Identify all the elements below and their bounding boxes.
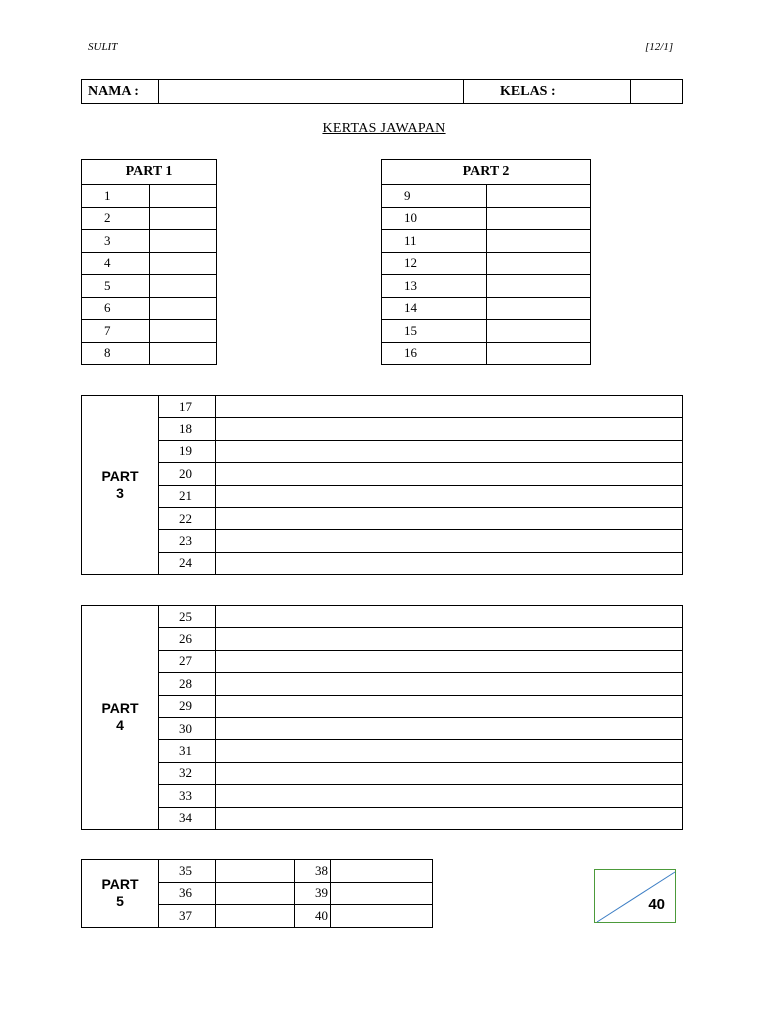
part5-label — [82, 860, 159, 928]
question-number: 11 — [382, 230, 487, 253]
answer-cell[interactable] — [216, 650, 683, 672]
table-row — [82, 695, 683, 717]
table-row — [82, 785, 683, 807]
answer-cell[interactable] — [216, 485, 683, 507]
question-number: 33 — [159, 785, 216, 807]
table-row — [82, 628, 683, 650]
answer-cell[interactable] — [149, 342, 217, 365]
answer-cell[interactable] — [486, 207, 591, 230]
question-number: 25 — [159, 606, 216, 628]
part1-table — [81, 159, 217, 365]
part4-label — [82, 606, 159, 830]
question-number: 15 — [382, 320, 487, 343]
answer-cell[interactable] — [216, 530, 683, 552]
answer-cell[interactable] — [331, 905, 433, 928]
table-row — [82, 762, 683, 784]
class-field[interactable] — [631, 80, 683, 104]
page-title: KERTAS JAWAPAN — [322, 121, 446, 136]
question-number: 35 — [159, 860, 216, 883]
question-number: 22 — [159, 507, 216, 529]
table-row — [382, 297, 591, 320]
table-row — [82, 418, 683, 440]
answer-cell[interactable] — [331, 860, 433, 883]
answer-cell[interactable] — [216, 418, 683, 440]
question-number: 10 — [382, 207, 487, 230]
header-left: SULIT — [88, 41, 118, 53]
part5-label-number: 5 — [116, 893, 124, 910]
answer-cell[interactable] — [149, 252, 217, 275]
table-row — [82, 673, 683, 695]
question-number: 30 — [159, 717, 216, 739]
part1-heading: PART 1 — [82, 160, 217, 185]
name-field[interactable] — [159, 80, 464, 104]
answer-cell[interactable] — [331, 882, 433, 905]
table-row — [382, 252, 591, 275]
question-number: 12 — [382, 252, 487, 275]
table-row — [82, 185, 217, 208]
table-row — [82, 463, 683, 485]
question-number: 32 — [159, 762, 216, 784]
table-row — [82, 320, 217, 343]
part2-heading: PART 2 — [382, 160, 591, 185]
question-number: 38 — [295, 860, 331, 883]
answer-cell[interactable] — [216, 785, 683, 807]
answer-cell[interactable] — [216, 673, 683, 695]
table-row — [82, 207, 217, 230]
table-row — [82, 740, 683, 762]
question-number: 19 — [159, 440, 216, 462]
answer-cell[interactable] — [149, 320, 217, 343]
answer-cell[interactable] — [216, 860, 295, 883]
table-row — [82, 807, 683, 829]
answer-cell[interactable] — [149, 207, 217, 230]
question-number: 6 — [82, 297, 150, 320]
table-row — [382, 185, 591, 208]
answer-cell[interactable] — [216, 905, 295, 928]
part4-label-word: PART — [101, 700, 139, 717]
question-number: 13 — [382, 275, 487, 298]
answer-cell[interactable] — [216, 717, 683, 739]
answer-cell[interactable] — [216, 882, 295, 905]
question-number: 24 — [159, 552, 216, 574]
answer-cell[interactable] — [149, 275, 217, 298]
part3-table — [81, 395, 683, 575]
answer-cell[interactable] — [216, 695, 683, 717]
table-row — [82, 485, 683, 507]
question-number: 2 — [82, 207, 150, 230]
answer-cell[interactable] — [216, 807, 683, 829]
answer-cell[interactable] — [216, 606, 683, 628]
table-row — [82, 606, 683, 628]
question-number: 34 — [159, 807, 216, 829]
name-class-row — [81, 79, 683, 104]
question-number: 7 — [82, 320, 150, 343]
table-row — [82, 860, 433, 883]
question-number: 40 — [295, 905, 331, 928]
question-number: 39 — [295, 882, 331, 905]
score-total: 40 — [648, 896, 665, 913]
answer-cell[interactable] — [486, 230, 591, 253]
table-row — [82, 530, 683, 552]
answer-cell[interactable] — [216, 396, 683, 418]
part5-label-word: PART — [101, 876, 139, 893]
class-label: KELAS : — [464, 80, 631, 104]
table-row — [82, 342, 217, 365]
header-right: [12/1] — [645, 41, 674, 53]
answer-cell[interactable] — [216, 440, 683, 462]
answer-cell[interactable] — [149, 297, 217, 320]
table-row — [82, 507, 683, 529]
answer-cell[interactable] — [216, 628, 683, 650]
question-number: 17 — [159, 396, 216, 418]
answer-cell[interactable] — [486, 342, 591, 365]
table-row — [82, 230, 217, 253]
question-number: 14 — [382, 297, 487, 320]
answer-cell[interactable] — [486, 297, 591, 320]
question-number: 8 — [82, 342, 150, 365]
question-number: 1 — [82, 185, 150, 208]
part4-label-number: 4 — [116, 717, 124, 734]
answer-cell[interactable] — [216, 463, 683, 485]
part2-table — [381, 159, 591, 365]
table-row — [82, 440, 683, 462]
table-row — [82, 717, 683, 739]
table-row — [82, 297, 217, 320]
question-number: 3 — [82, 230, 150, 253]
question-number: 20 — [159, 463, 216, 485]
part5-table — [81, 859, 433, 928]
table-row — [82, 650, 683, 672]
part3-label-word: PART — [101, 468, 139, 485]
part3-label — [82, 396, 159, 575]
table-row — [382, 320, 591, 343]
answer-cell[interactable] — [486, 252, 591, 275]
answer-cell[interactable] — [216, 552, 683, 574]
question-number: 5 — [82, 275, 150, 298]
answer-cell[interactable] — [216, 762, 683, 784]
name-label: NAMA : — [82, 80, 159, 104]
question-number: 4 — [82, 252, 150, 275]
answer-cell[interactable] — [486, 185, 591, 208]
question-number: 16 — [382, 342, 487, 365]
question-number: 28 — [159, 673, 216, 695]
table-row — [82, 275, 217, 298]
score-box — [594, 869, 676, 923]
question-number: 31 — [159, 740, 216, 762]
question-number: 37 — [159, 905, 216, 928]
question-number: 18 — [159, 418, 216, 440]
table-row — [382, 230, 591, 253]
table-row — [82, 396, 683, 418]
answer-cell[interactable] — [486, 320, 591, 343]
question-number: 9 — [382, 185, 487, 208]
table-row — [382, 275, 591, 298]
answer-cell[interactable] — [486, 275, 591, 298]
table-row — [82, 252, 217, 275]
question-number: 23 — [159, 530, 216, 552]
question-number: 21 — [159, 485, 216, 507]
question-number: 36 — [159, 882, 216, 905]
table-row — [382, 207, 591, 230]
table-row — [82, 552, 683, 574]
question-number: 27 — [159, 650, 216, 672]
answer-cell[interactable] — [216, 740, 683, 762]
table-row — [382, 342, 591, 365]
answer-cell[interactable] — [149, 230, 217, 253]
answer-cell[interactable] — [216, 507, 683, 529]
answer-cell[interactable] — [149, 185, 217, 208]
part3-label-number: 3 — [116, 485, 124, 502]
part4-table — [81, 605, 683, 830]
question-number: 29 — [159, 695, 216, 717]
question-number: 26 — [159, 628, 216, 650]
